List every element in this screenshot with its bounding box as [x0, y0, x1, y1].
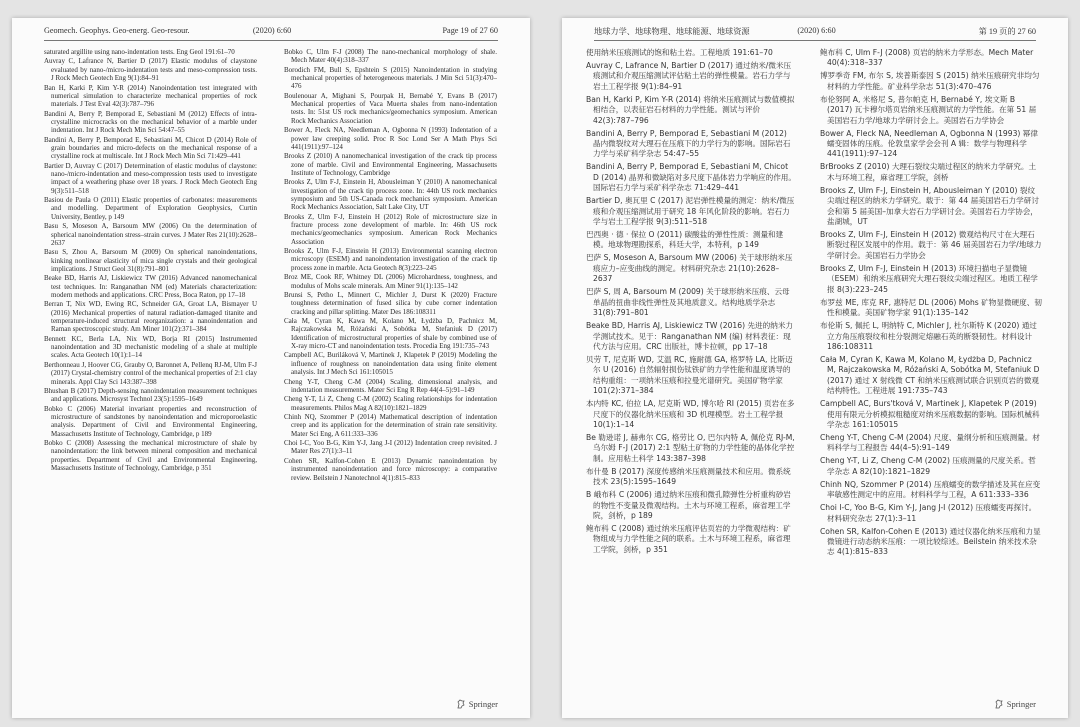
page-original-english — [12, 18, 530, 718]
page-header — [44, 26, 498, 41]
reference-entry: Cheng Y-T, Li Z, Cheng C-M (2002) Scaling relationships for indentation measurements. Philos Mag A 82(10):1821–1829 — [284, 395, 497, 412]
reference-entry: Bobko C (2008) Assessing the mechanical microstructure of shale by nanoindentation: the link between mineral composition and mechanical properties. Department of Civil and Environmental Engineering, Massachusetts Institute of Technology, Cambridge, p 351 — [44, 439, 257, 473]
reference-entry: Bobko C, Ulm F-J (2008) The nano-mechanical morphology of shale. Mech Mater 40(4):318–337 — [284, 48, 497, 65]
reference-entry: Broz ME, Cook RF, Whitney DL (2006) Microhardness, toughness, and modulus of Mohs scale minerals. Am Miner 91(1):135–142 — [284, 273, 497, 290]
springer-horse-icon — [994, 699, 1004, 709]
journal-title: Geomech. Geophys. Geo-energ. Geo-resour. — [44, 26, 190, 35]
reference-entry: Brooks Z, Ulm F-J, Einstein H (2013) 环境扫描电子显微镜（ESEM）和纳米压痕研究大理石裂纹尖端过程区。地质工程学报 8(3):223–245 — [820, 263, 1038, 294]
reference-entry: Brooks Z (2010) A nanomechanical investigation of the crack tip process zone of marble. Civil and Environmental Engineering, Massachusetts Institute of Technology, Cambridge — [284, 152, 497, 177]
reference-entry: Bartier D, Auvray C (2017) Determination of elastic modulus of claystone: nano-/micro-indentation and meso-compression tests used to investigate impact of a weathering phase over 18 years. J Rock Mech Geotech Eng 9(3):511–518 — [44, 161, 257, 195]
publisher-name: Springer — [1006, 699, 1036, 709]
reference-entry: Cheng Y-T, Cheng C-M (2004) Scaling, dimensional analysis, and indentation measurements. Mater Sci Eng R Rep 44(4–5):91–149 — [284, 377, 497, 394]
reference-entry: 贝劳 T, 尼克斯 WD, 艾温 RC, 施耐德 GA, 格罗特 LA, 比斯迈尔 U (2016) 自然辐射损伤钛铁矿的力学性能和温度诱导的结构重组：一项纳米压痕和拉曼光谱研究。美国矿物学家 101(2):371–384 — [586, 354, 793, 396]
reference-entry: Berthonneau J, Hoover CG, Grauby O, Baronnet A, Pellenq RJ-M, Ulm F-J (2017) Crystal-chemistry control of the mechanical properties of 2:1 clay minerals. Appl Clay Sci 143:387–398 — [44, 360, 257, 386]
reference-entry: 使用纳米压痕测试的饱和粘土岩。工程地质 191:61–70 — [586, 48, 773, 57]
reference-entry: 布伦斯 S, 佩托 L, 明纳特 C, Michler J, 杜尔斯特 K (2020) 通过立方角压痕裂纹和柱分裂测定熔融石英的断裂韧性。材料设计 186:108311 — [820, 321, 1037, 351]
reference-entry: Brunsi S, Petho L, Minnert C, Michler J, Durst K (2020) Fracture toughness determination of fused silica by cube corner indentation cracking and pillar splitting. Mater Des 186:108311 — [284, 291, 497, 316]
reference-entry: 布伦努阿 A, 米格尼 S, 普尔帕克 H, Bernabé Y, 埃文斯 B (2017) 瓦卡穆尔塔页岩纳米压痕测试的力学性能。在第 51 届美国岩石力学/地球力学研讨会上。美国岩石力学协会 — [820, 94, 1037, 125]
reference-entry: Basu S, Zhou A, Barsoum M (2009) On spherical nanoindentations, kinking nonlinear elasticity of mica single crystals and their geological implications. J Struct Geol 31(8):791–801 — [44, 248, 257, 273]
reference-entry: 鲍布科 C, Ulm F-J (2008) 页岩的纳米力学形态。Mech Mater 40(4):318–337 — [820, 48, 1034, 68]
reference-entry: Choi I-C, Yoo B-G, Kim Y-J, Jang J-I (2012) Indentation creep revisited. J Mater Res 27(1):3–11 — [284, 439, 497, 456]
reference-entry: 博罗季奇 FM, 布尔 S, 埃普斯泰因 S (2015) 纳米压痕研究非均匀材料的力学性能。矿业科学杂志 51(3):470–476 — [820, 71, 1040, 91]
reference-entry: Brooks Z, Ulm F-J, Einstein H, Abousleiman Y (2010) 裂纹尖端过程区的纳米力学研究。载于：第 44 届美国岩石力学研讨会和第 5 届美国–加拿大岩石力学研讨会。美国岩石力学协会，盐湖城，UT — [820, 185, 1039, 227]
reference-entry: Bandini A, Berry P, Bemporad E, Sebastiani M, Chicot D (2014) Role of grain boundaries and micro-defects on the mechanical response of a crystalline rock at multiscale. Int J Rock Mech Min Sci 71:429–441 — [44, 135, 257, 161]
reference-entry: 巴西奥 · 德 · 保拉 O (2011) 碳酸盐的弹性性质：测量和建模。地球物理勘探系，科廷大学，本特利，p 149 — [586, 230, 784, 250]
reference-entry: Campbell AC, Buriláková V, Martinek J, Klapetek P (2019) Modeling the influence of roughness on nanoindentation data using finite element analysis. Int J Mech Sci 161:105015 — [284, 351, 497, 377]
reference-entry: 鲍布科 C (2008) 通过纳米压痕评估页岩的力学微观结构：矿物组成与力学性能之间的联系。土木与环境工程系，麻省理工学院，剑桥，p 351 — [586, 523, 791, 554]
page-number: 第 19 页的 27 60 — [978, 27, 1036, 36]
reference-entry: Bhushan B (2017) Depth-sensing nanoindentation measurement techniques and applications. Microsyst Technol 23(5):1595–1649 — [44, 387, 257, 404]
reference-entry: Campbell AC, Burs'tková V, Martinek J, Klapetek P (2019) 使用有限元分析模拟粗糙度对纳米压痕数据的影响。国际机械科学杂志 161:105015 — [820, 399, 1040, 429]
reference-entry: Ban H, Karki P, Kim Y-R (2014) Nanoindentation test integrated with numerical simulation to characterize mechanical properties of rock materials. J Test Eval 42(3):787–796 — [44, 83, 257, 109]
reference-entry: Berran T, Nix WD, Ewing RC, Schneider GA, Groat LA, Bismayer U (2016) Mechanical properties of natural radiation-damaged titanite and temperature-induced structural reorganization: a nanoindentation and Raman spectroscopic study. Am Miner 101(2):371–384 — [44, 300, 257, 334]
reference-entry: Cheng Y-T, Li Z, Cheng C-M (2002) 压痕测量的尺度关系。哲学杂志 A 82(10):1821–1829 — [820, 456, 1036, 476]
reference-entry: Bandini A, Berry P, Bemporad E, Sebastiani M, Chicot D (2014) 晶界和微缺陷对多尺度下晶体岩力学响应的作用。国际岩石力学与采矿科学杂志 71:429–441 — [586, 162, 796, 193]
reference-entry: Bandini A, Berry P, Bemporad E, Sebastiani M (2012) Effects of intra-crystalline microcracks on the mechanical behavior of a marble under indentation. Int J Rock Mech Min Sci 54:47–55 — [44, 109, 257, 135]
reference-entry: BrBrooks Z (2010) 大理石裂纹尖端过程区的纳米力学研究。土木与环境工程，麻省理工学院，剑桥 — [820, 162, 1037, 182]
reference-entry: Bennett KC, Berla LA, Nix WD, Borja RI (2015) Instrumented nanoindentation and 3D mechanistic modeling of a shale at multiple scales. Acta Geotech 10(1):1–14 — [44, 334, 257, 360]
page-number: Page 19 of 27 60 — [442, 26, 498, 35]
reference-entry: 布什曼 B (2017) 深度传感纳米压痕测量技术和应用。微系统技术 23(5):1595–1649 — [586, 466, 791, 487]
reference-entry: Bower A, Fleck NA, Needleman A, Ogbonna N (1993) 幂律蠕变固体的压痕。伦敦皇家学会会刊 A 辑：数学与物理科学 441(1911):97–124 — [820, 128, 1038, 159]
reference-entry: Bower A, Fleck NA, Needleman A, Ogbonna N (1993) Indentation of a power law creeping solid. Proc R Soc Lond Ser A Math Phys Sci 441(1911):97–124 — [284, 126, 497, 151]
reference-entry: Beake BD, Harris AJ, Liskiewicz TW (2016) Advanced nanomechanical test techniques. In: Ranganathan NM (ed) Materials characterization: modern methods and applications. CRC Press, Boca Raton, pp 17–18 — [44, 274, 257, 299]
springer-horse-icon — [456, 699, 466, 709]
reference-entry: Choi I-C, Yoo B-G, Kim Y-J, Jang J-I (2012) 压痕蠕变再探讨。材料研究杂志 27(1):3–11 — [820, 503, 1037, 523]
reference-entry: Boulenouar A, Mighani S, Pourpak H, Bernabé Y, Evans B (2017) Mechanical properties of Vaca Muerta shales from nano-indentation tests. In: 51st US rock mechanics/geomechanics symposium. American Rock Mechanics Association — [284, 91, 497, 125]
reference-entry: Ban H, Karki P, Kim Y-R (2014) 将纳米压痕测试与数值模拟相结合，以表征岩石材料的力学性能。测试与评价 42(3):787–796 — [586, 94, 795, 125]
reference-entry: Brooks Z, Ulm F-J, Einstein H (2013) Environmental scanning electron microscopy (ESEM) and nanoindentation investigation of the crack tip process zone in marble. Acta Geotech 8(3):223–245 — [284, 247, 497, 272]
reference-entry: 巴萨 S, 周 A, Barsoum M (2009) 关于球形纳米压痕、云母单晶的扭曲非线性弹性及其地质意义。结构地质学杂志 31(8):791–801 — [586, 287, 790, 318]
publisher-footer — [994, 699, 1036, 709]
reference-entry: Bandini A, Berry P, Bemporad E, Sebastiani M (2012) 晶内微裂纹对大理石在压痕下的力学行为的影响。国际岩石力学与采矿科学杂志 54:47–55 — [586, 128, 791, 159]
journal-title: 地球力学、地球物理、地球能源、地球资源 — [594, 27, 750, 36]
references-column-2 — [820, 48, 1042, 690]
page-header — [594, 26, 1036, 41]
references-column-2 — [284, 48, 497, 690]
reference-entry: Bobko C (2006) Material invariant properties and reconstruction of microstructure of sandstones by nanoindentation and microporoelastic analysis. Department of Civil and Environmental Engineering, Massachusetts Institute of Technology, Cambridge, p 189 — [44, 404, 257, 438]
reference-entry: Brooks Z, Ulm F-J, Einstein H, Abousleiman Y (2010) A nanomechanical investigation of the crack tip process zone. In: 44th US rock mechanics symposium and 5th US-Canada rock mechanics symposium. American Rock Mechanics Association, Salt Lake City, UT — [284, 178, 497, 212]
publisher-name: Springer — [468, 699, 498, 709]
reference-entry: Auvray C, Lafrance N, Bartier D (2017) Elastic modulus of claystone evaluated by nano-/micro-indentation tests and meso-compression tests. J Rock Mech Geotech Eng 9(1):84–91 — [44, 57, 257, 83]
reference-entry: Basiou de Paula O (2011) Elastic properties of carbonates: measurements and modelling. Department of Exploration Geophysics, Curtin University, Bentley, p 149 — [44, 196, 257, 221]
references-column-1 — [44, 48, 257, 690]
reference-entry: Cohen SR, Kalfon-Cohen E (2013) 通过仪器化纳米压痕和力显微镜进行动态纳米压痕：一项比较综述。Beilstein 纳米技术杂志 4(1):815–833 — [820, 526, 1041, 557]
reference-entry: Be 勒逊诺 J, 赫弗尔 CG, 格劳比 O, 巴尔内特 A, 佩伦克 RJ-M, 乌尔姆 F-J (2017) 2:1 型粘土矿物的力学性能的晶体化学控制。应用粘土科学 143:387–398 — [586, 432, 795, 463]
year-volume: (2020) 6:60 — [797, 26, 836, 35]
reference-entry: Auvray C, Lafrance N, Bartier D (2017) 通过纳米/微米压痕测试和介观压缩测试评估粘土岩的弹性模量。岩石力学与岩土工程学报 9(1):84–91 — [586, 61, 792, 91]
reference-entry: Chinh NQ, Szommer P (2014) 压痕蠕变的数学描述及其在应变率敏感性测定中的应用。材料科学与工程，A 611:333–336 — [820, 479, 1041, 500]
reference-entry: 布罗兹 ME, 库克 RF, 惠特尼 DL (2006) Mohs 矿物显微硬度、韧性和模量。美国矿物学家 91(1):135–142 — [820, 297, 1042, 318]
reference-entry: Chinh NQ, Szommer P (2014) Mathematical description of indentation creep and its application for the determination of strain rate sensitivity. Mater Sci Eng, A 611:333–336 — [284, 413, 497, 438]
reference-entry: Cała M, Cyran K, Kawa M, Kolano M, Łydżba D, Pachnicz M, Rajczakowska M, Różański A, Sobótka M, Stefaniuk D (2017) Identification of microstructural properties of shale by combined use of X-ray micro-CT and nanoindentation tests. Procedia Eng 191:735–743 — [284, 317, 497, 350]
reference-entry: Bartier D, 奥瓦里 C (2017) 泥岩弹性模量的测定：纳米/微压痕和介观压缩测试用于研究 18 年风化阶段的影响。岩石力学与岩土工程学报 9(3):511–518 — [586, 196, 795, 227]
reference-entry: 本内特 KC, 伯拉 LA, 尼克斯 WD, 博尔哈 RI (2015) 页岩在多尺度下的仪器化纳米压痕和 3D 机理模型。岩土工程学报 10(1):1–14 — [586, 399, 795, 429]
reference-entry: saturated argillite using nano-indentation tests. Eng Geol 191:61–70 — [44, 48, 235, 56]
reference-entry: Beake BD, Harris AJ, Liskiewicz TW (2016) 先进的纳米力学测试技术。见于：Ranganathan NM (编) 材料表征：现代方法与应用。CRC 出版社，博卡拉顿，pp 17–18 — [586, 321, 794, 351]
reference-entry: Cohen SR, Kalfon-Cohen E (2013) Dynamic nanoindentation by instrumented nanoindentation and force microscopy: a comparative review. Beilstein J Nanotechnol 4(1):815–833 — [284, 456, 497, 482]
reference-entry: Borodich FM, Bull S, Epshtein S (2015) Nanoindentation in studying mechanical properties of heterogeneous materials. J Min Sci 51(3):470–476 — [284, 65, 497, 91]
reference-entry: 巴萨 S, Moseson A, Barsoum MW (2006) 关于球形纳米压痕应力–应变曲线的测定。材料研究杂志 21(10):2628–2637 — [586, 253, 793, 284]
reference-entry: Brooks Z, Ulm F-J, Einstein H (2012) 微观结构尺寸在大理石断裂过程区发展中的作用。载于：第 46 届美国岩石力学/地球力学研讨会。美国岩石力学协会 — [820, 230, 1042, 260]
year-volume: (2020) 6:60 — [252, 26, 292, 35]
reference-entry: Cała M, Cyran K, Kawa M, Kolano M, Łydżba D, Pachnicz M, Rajczakowska M, Różański A, Sobótka M, Stefaniuk D (2017) 通过 X 射线微 CT 和纳米压痕测试联合识别页岩的微观结构特性。工程进展 191:735–743 — [820, 354, 1040, 396]
reference-entry: Cheng Y-T, Cheng C-M (2004) 尺度、量纲分析和压痕测量。材料科学与工程报告 44(4–5):91–149 — [820, 432, 1040, 453]
reference-entry: B 峨布科 C (2006) 通过纳米压痕和微孔隙弹性分析重构砂岩的物性不变量及微观结构。土木与环境工程系，麻省理工学院，剑桥，p 189 — [586, 490, 791, 520]
references-column-1 — [586, 48, 796, 690]
reference-entry: Brooks Z, Ulm F-J, Einstein H (2012) Role of microstructure size in fracture process zone development of marble. In: 46th US rock mechanics/geomechanics symposium. American Rock Mechanics Association — [284, 212, 497, 246]
reference-entry: Basu S, Moseson A, Barsoum MW (2006) On the determination of spherical nanoindentation stress–strain curves. J Mater Res 21(10):2628–2637 — [44, 222, 257, 247]
publisher-footer — [456, 699, 498, 709]
page-translated-chinese — [562, 18, 1068, 718]
